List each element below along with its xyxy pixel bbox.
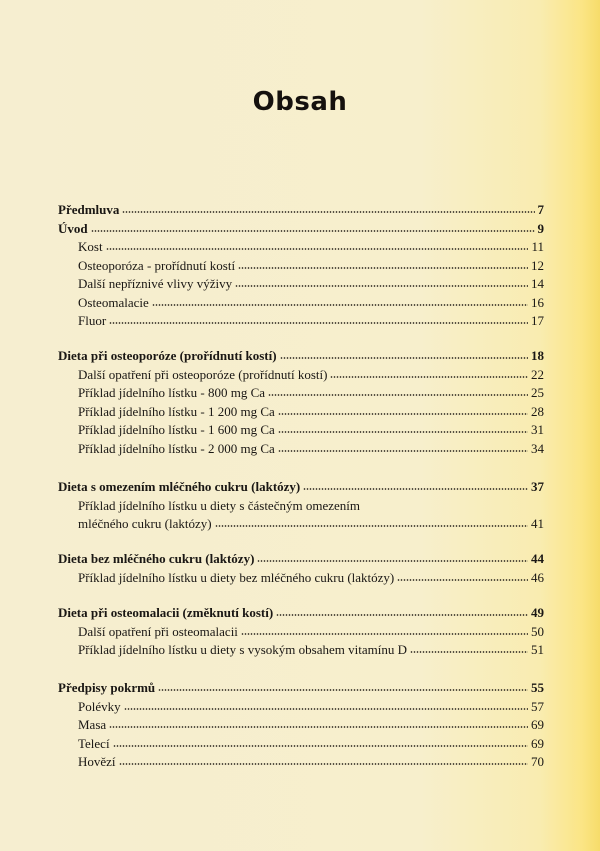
page-number: 44 [531,551,544,566]
entry-label: Příklad jídelního lístku - 800 mg Ca [78,385,266,400]
entry-label: Předpisy pokrmů [58,680,156,695]
page-number: 18 [531,348,544,363]
page-number: 28 [531,403,544,419]
toc-section [58,679,544,772]
toc-subentry [58,384,544,403]
dot-leader [280,357,528,359]
toc-subentry [58,257,544,276]
page-number: 16 [531,294,544,310]
dot-leader [152,304,528,306]
page-number: 17 [531,313,544,328]
entry-label: Osteoporóza - prořídnutí kostí [78,257,236,273]
entry-label: mléčného cukru (laktózy) [78,516,212,531]
entry-label: Příklad jídelního lístku - 1 200 mg Ca [78,403,275,419]
toc-subentry [58,403,544,422]
page-number: 25 [531,385,544,400]
page-number: 57 [531,698,544,714]
entry-label: Příklad jídelního lístku - 2 000 mg Ca [78,440,275,456]
toc-chapter-entry [58,347,544,366]
dot-leader [397,579,528,581]
entry-label: Další opatření při osteomalacii [78,623,238,639]
toc-subentry [58,569,544,588]
toc-chapter-entry [58,201,544,220]
toc-chapter-entry [58,220,544,239]
page-number: 50 [531,623,544,639]
entry-label: Masa [78,717,107,732]
entry-label: Příklad jídelního lístku u diety s vysokým obsahem vitamínu D [78,642,407,657]
toc-chapter-entry [58,550,544,569]
page-number: 22 [531,366,544,382]
entry-label: Dieta s omezením mléčného cukru (laktózy) [58,479,301,494]
toc-subentry [58,421,544,440]
entry-label: Polévky [78,698,121,714]
toc-subentry [58,440,544,459]
toc-chapter-entry [58,604,544,623]
toc-subentry [58,515,544,534]
page-number: 34 [531,440,544,456]
entry-label: Příklad jídelního lístku u diety s částečným omezením [78,497,360,513]
dot-leader [257,560,528,562]
dot-leader [91,230,535,232]
page-number: 69 [531,735,544,751]
page-number: 51 [531,642,544,657]
page-number: 46 [531,569,544,585]
entry-label: Další opatření při osteoporóze (prořídnutí kostí) [78,366,328,382]
dot-leader [410,651,528,653]
dot-leader [238,267,528,269]
dot-leader [109,322,528,324]
page-number: 31 [531,422,544,437]
dot-leader [241,633,528,635]
toc-subentry [58,716,544,735]
page-number: 69 [531,717,544,732]
toc-section [58,478,544,534]
page-number: 9 [537,220,544,236]
page-number: 41 [531,516,544,531]
entry-label: Osteomalacie [78,294,149,310]
page-number: 70 [531,754,544,769]
page-number: 11 [531,239,544,254]
page-number: 55 [531,680,544,695]
toc-section [58,201,544,331]
toc-subentry [58,641,544,660]
dot-leader [303,488,528,490]
entry-label: Telecí [78,735,110,751]
toc-section [58,604,544,660]
dot-leader [330,376,528,378]
toc-subentry [58,698,544,717]
entry-label: Fluor [78,313,107,328]
dot-leader [278,413,528,415]
toc-chapter-entry [58,478,544,497]
dot-leader [106,248,529,250]
page-number: 12 [531,257,544,273]
entry-label: Dieta při osteoporóze (prořídnutí kostí) [58,348,277,363]
page-number: 49 [531,605,544,620]
entry-label: Dieta bez mléčného cukru (laktózy) [58,551,255,566]
dot-leader [268,394,528,396]
page-number: 14 [531,276,544,291]
entry-label: Příklad jídelního lístku u diety bez mléčného cukru (laktózy) [78,569,395,585]
dot-leader [158,689,528,691]
toc-subentry [58,753,544,772]
entry-label: Příklad jídelního lístku - 1 600 mg Ca [78,422,275,437]
entry-label: Úvod [58,220,88,236]
dot-leader [276,614,528,616]
dot-leader [215,525,528,527]
entry-label: Další nepříznivé vlivy výživy [78,276,233,291]
toc-subentry [58,735,544,754]
dot-leader [124,708,528,710]
toc-section [58,550,544,587]
toc-subentry [58,312,544,331]
toc-subentry [58,238,544,257]
toc-section [58,347,544,458]
toc-subentry [58,294,544,313]
dot-leader [278,431,528,433]
page-number: 37 [531,479,544,494]
dot-leader [235,285,528,287]
dot-leader [122,211,534,213]
toc-chapter-entry [58,679,544,698]
dot-leader [113,745,528,747]
page-number: 7 [537,202,544,217]
entry-label: Dieta při osteomalacii (změknutí kostí) [58,605,274,620]
toc-subentry [58,366,544,385]
entry-label: Předmluva [58,202,120,217]
entry-label: Hovězí [78,754,116,769]
toc-subentry [58,497,544,516]
dot-leader [119,763,528,765]
dot-leader [109,726,528,728]
entry-label: Kost [78,239,103,254]
page-title: Obsah [252,87,348,118]
toc-subentry [58,623,544,642]
dot-leader [278,450,528,452]
toc-subentry [58,275,544,294]
